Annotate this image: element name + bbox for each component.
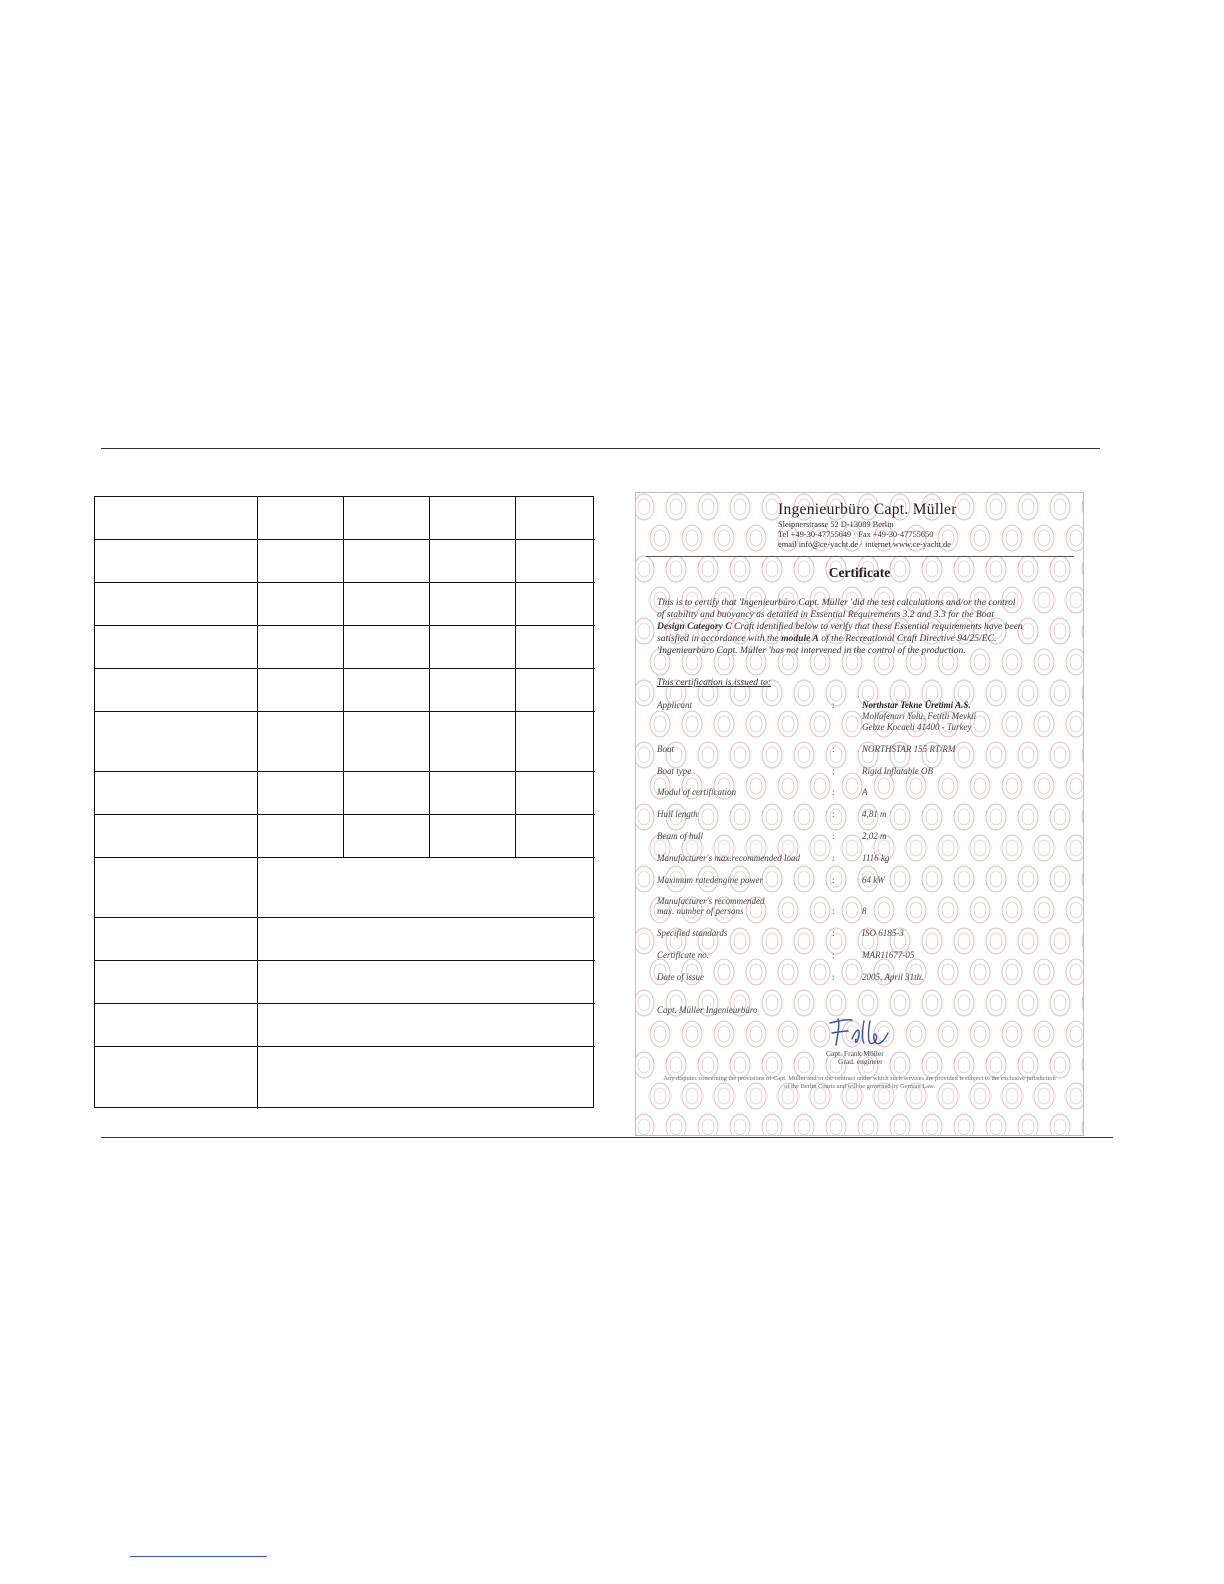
seal-mark [1082, 990, 1084, 1016]
seal-mark [986, 1114, 1006, 1136]
issued-to-heading: This certification is issued to: [657, 677, 772, 688]
seal-mark [1002, 835, 1022, 861]
jurisdiction-disclaimer-2: of the Berlin Courts and will be governed by German Law. [784, 1083, 935, 1090]
bottom-divider [101, 1137, 1113, 1138]
seal-mark [714, 959, 734, 985]
seal-mark [954, 804, 974, 830]
seal-mark [842, 835, 862, 861]
seal-mark [650, 1021, 670, 1047]
table-cell [258, 1004, 595, 1047]
seal-mark [890, 804, 910, 830]
applicant-city: Gebze Kocaeli 41400 - Turkey [862, 722, 972, 732]
seal-mark [1082, 742, 1084, 768]
seal-mark [890, 866, 910, 892]
seal-mark [1082, 680, 1084, 706]
seal-mark [1018, 928, 1038, 954]
power-label: Maximum ratedengine power [657, 875, 763, 885]
load-value: 1116 kg [862, 853, 890, 863]
table-cell [95, 1004, 258, 1047]
seal-mark [1034, 525, 1054, 551]
seal-mark [794, 742, 814, 768]
seal-mark [636, 494, 654, 520]
seal-mark [986, 804, 1006, 830]
seal-mark [1018, 742, 1038, 768]
seal-mark [842, 959, 862, 985]
colon: : [832, 787, 835, 797]
seal-mark [746, 959, 766, 985]
table-cell [344, 772, 430, 815]
table-cell [516, 497, 595, 540]
seal-mark [636, 680, 654, 706]
seal-mark [970, 897, 990, 923]
seal-mark [1082, 804, 1084, 830]
seal-mark [1066, 525, 1084, 551]
seal-mark [842, 711, 862, 737]
hull-length-value: 4,81 m [862, 809, 887, 819]
seal-mark [890, 1114, 910, 1136]
seal-mark [1082, 494, 1084, 520]
seal-mark [746, 1021, 766, 1047]
seal-mark [986, 742, 1006, 768]
seal-mark [1002, 711, 1022, 737]
table-cell [258, 540, 344, 583]
seal-mark [1050, 742, 1070, 768]
seal-mark [778, 959, 798, 985]
seal-mark [906, 773, 926, 799]
seal-mark [938, 835, 958, 861]
seal-mark [746, 525, 766, 551]
colon: : [832, 875, 835, 885]
standards-value: ISO 6185-3 [862, 928, 904, 938]
seal-mark [810, 773, 830, 799]
table-cell [95, 772, 258, 815]
seal-mark [922, 928, 942, 954]
table-cell [430, 815, 516, 858]
table-cell [95, 669, 258, 712]
seal-mark [938, 897, 958, 923]
seal-mark [826, 928, 846, 954]
seal-mark [954, 866, 974, 892]
signer-name: Capt. Frank Müller [826, 1049, 884, 1058]
seal-mark [954, 990, 974, 1016]
seal-mark [1082, 1114, 1084, 1136]
seal-mark [1066, 1021, 1084, 1047]
table-cell [516, 712, 595, 772]
seal-mark [636, 618, 654, 644]
seal-mark [794, 928, 814, 954]
seal-mark [762, 742, 782, 768]
boat-value: NORTHSTAR 155 RT/RM [862, 744, 956, 754]
table-cell [95, 583, 258, 626]
seal-mark [762, 866, 782, 892]
seal-mark [778, 773, 798, 799]
colon: : [832, 972, 835, 982]
seal-mark [636, 866, 654, 892]
table-cell [258, 497, 344, 540]
colon: : [832, 928, 835, 938]
seal-mark [826, 680, 846, 706]
seal-mark [1066, 835, 1084, 861]
seal-mark [666, 494, 686, 520]
seal-mark [826, 866, 846, 892]
seal-mark [794, 990, 814, 1016]
seal-mark [636, 928, 654, 954]
seal-mark [906, 1021, 926, 1047]
colon: : [832, 766, 835, 776]
table-cell [344, 669, 430, 712]
certificate-no-value: MAR11677-05 [862, 950, 915, 960]
seal-mark [922, 804, 942, 830]
certificate-body-line: 'Ingenieurbüro Capt. Müller 'has not intervened in the control of the production. [657, 645, 966, 656]
seal-mark [922, 990, 942, 1016]
seal-mark [714, 711, 734, 737]
seal-mark [970, 773, 990, 799]
seal-mark [778, 711, 798, 737]
seal-mark [810, 897, 830, 923]
seal-mark [1002, 525, 1022, 551]
seal-mark [1066, 711, 1084, 737]
seal-mark [970, 1021, 990, 1047]
boat-type-label: Boat type [657, 766, 692, 776]
persons-label: Manufacturer's recommended [657, 896, 765, 906]
seal-mark [986, 928, 1006, 954]
seal-mark [986, 680, 1006, 706]
seal-mark [794, 680, 814, 706]
seal-mark [1066, 587, 1084, 613]
seal-mark [1034, 773, 1054, 799]
table-cell [344, 540, 430, 583]
seal-mark [858, 1114, 878, 1136]
seal-mark [874, 897, 894, 923]
seal-mark [730, 742, 750, 768]
table-cell [95, 712, 258, 772]
seal-mark [698, 804, 718, 830]
seal-mark [1066, 959, 1084, 985]
table-cell [430, 772, 516, 815]
colon: : [832, 831, 835, 841]
seal-mark [1002, 773, 1022, 799]
signer-title: Grad. engineer [838, 1057, 883, 1066]
seal-mark [1050, 1114, 1070, 1136]
seal-mark [1066, 773, 1084, 799]
seal-mark [762, 804, 782, 830]
table-cell [344, 583, 430, 626]
empty-spec-table [94, 496, 594, 1108]
table-cell [258, 712, 344, 772]
standards-label: Specified standards [657, 928, 728, 938]
table-cell [516, 669, 595, 712]
seal-mark [1034, 835, 1054, 861]
table-cell [258, 583, 344, 626]
date-label: Date of issue [657, 972, 704, 982]
seal-mark [762, 1114, 782, 1136]
seal-mark [666, 1114, 686, 1136]
certificate-title: Certificate [828, 565, 891, 580]
signature-organization: Capt. Müller Ingenieurbüro [657, 1005, 758, 1015]
boat-label: Boat [657, 744, 674, 754]
handwritten-signature [826, 1015, 896, 1051]
seal-mark [1050, 866, 1070, 892]
seal-mark [1018, 866, 1038, 892]
seal-mark [1066, 649, 1084, 675]
seal-mark [1002, 897, 1022, 923]
seal-mark [746, 711, 766, 737]
seal-mark [938, 1021, 958, 1047]
seal-mark [970, 649, 990, 675]
seal-mark [794, 1114, 814, 1136]
seal-mark [698, 494, 718, 520]
seal-mark [1050, 680, 1070, 706]
seal-mark [746, 773, 766, 799]
seal-mark [714, 1021, 734, 1047]
seal-mark [906, 897, 926, 923]
top-divider [101, 448, 1100, 449]
seal-mark [730, 928, 750, 954]
seal-mark [986, 990, 1006, 1016]
seal-mark [1018, 680, 1038, 706]
seal-mark [1002, 1021, 1022, 1047]
table-cell [430, 712, 516, 772]
seal-mark [682, 1021, 702, 1047]
seal-mark [1050, 928, 1070, 954]
seal-mark [794, 804, 814, 830]
colon: : [832, 700, 835, 710]
seal-mark [874, 773, 894, 799]
table-cell [95, 918, 258, 961]
table-cell [95, 1047, 258, 1109]
table-cell [95, 815, 258, 858]
seal-mark [1002, 959, 1022, 985]
beam-value: 2,02 m [862, 831, 887, 841]
beam-label: Beam of hull [657, 831, 703, 841]
certificate-body-line: Design Category C Craft identified below to verify that these Essential requirements have been [657, 621, 1023, 632]
seal-mark [1082, 618, 1084, 644]
seal-mark [1034, 1021, 1054, 1047]
seal-mark [922, 1114, 942, 1136]
table-cell [344, 626, 430, 669]
table-cell [516, 583, 595, 626]
table-cell [258, 961, 595, 1004]
table-cell [516, 626, 595, 669]
seal-mark [730, 1114, 750, 1136]
table-cell [430, 497, 516, 540]
seal-mark [762, 928, 782, 954]
seal-mark [1018, 990, 1038, 1016]
module-value: A [862, 787, 868, 797]
seal-mark [650, 711, 670, 737]
seal-mark [1050, 804, 1070, 830]
seal-mark [762, 990, 782, 1016]
seal-mark [1034, 649, 1054, 675]
table-cell [430, 540, 516, 583]
seal-mark [970, 835, 990, 861]
seal-mark [826, 990, 846, 1016]
seal-mark [810, 959, 830, 985]
seal-mark [954, 742, 974, 768]
seal-mark [1018, 494, 1038, 520]
seal-mark [842, 897, 862, 923]
boat-type-value: Rigid Inflatable OB [862, 766, 933, 776]
seal-mark [986, 494, 1006, 520]
seal-mark [698, 742, 718, 768]
table-cell [516, 772, 595, 815]
seal-mark [810, 835, 830, 861]
power-value: 64 kW [862, 875, 885, 885]
table-cell [430, 669, 516, 712]
applicant-name: Northstar Tekne Üretimi A.S. [862, 700, 971, 710]
seal-mark [636, 804, 654, 830]
seal-mark [636, 990, 654, 1016]
table-cell [258, 669, 344, 712]
table-cell [95, 961, 258, 1004]
applicant-address: Mollafenari Yolu, Fetitli Mevkii [862, 711, 977, 721]
seal-mark [1066, 897, 1084, 923]
certificate-image [635, 492, 1084, 1136]
table-cell [258, 918, 595, 961]
table-cell [430, 626, 516, 669]
seal-mark [650, 525, 670, 551]
jurisdiction-disclaimer: Any disputes concerning the provisions of Capt. Müller and/or the contract under which such services are provided is subject to the exclusive jurisdiction [663, 1075, 1056, 1082]
seal-mark [778, 1021, 798, 1047]
seal-mark [1018, 804, 1038, 830]
seal-mark [938, 773, 958, 799]
table-cell [344, 497, 430, 540]
table-cell [258, 772, 344, 815]
load-label: Manufacturer's max.recommended load [657, 853, 800, 863]
seal-mark [794, 866, 814, 892]
seal-mark [826, 804, 846, 830]
seal-mark [826, 1114, 846, 1136]
module-reference: module A [781, 633, 819, 644]
seal-mark [778, 897, 798, 923]
seal-mark [1002, 649, 1022, 675]
table-cell [344, 815, 430, 858]
design-category: Design Category C [657, 621, 732, 632]
table-cell [258, 626, 344, 669]
seal-mark [954, 928, 974, 954]
colon: : [832, 906, 835, 916]
seal-mark [954, 1114, 974, 1136]
seal-mark [714, 525, 734, 551]
table-cell [516, 540, 595, 583]
table-cell [258, 858, 595, 918]
certificate-body-line: satisfied in accordance with the module A of the Recreational Craft Directive 94/25/EC. [657, 633, 997, 644]
certificate-phone: Tel +49-30-47755649 · Fax +49-30-47755650 [778, 530, 934, 539]
table-cell [516, 815, 595, 858]
seal-mark [970, 959, 990, 985]
seal-mark [826, 742, 846, 768]
seal-mark [858, 990, 878, 1016]
seal-mark [842, 773, 862, 799]
seal-mark [698, 1114, 718, 1136]
colon: : [832, 809, 835, 819]
module-label: Modul of certification [657, 787, 736, 797]
persons-value: 8 [862, 906, 867, 916]
table-cell [95, 858, 258, 918]
seal-mark [1082, 866, 1084, 892]
seal-mark [954, 494, 974, 520]
seal-mark [730, 494, 750, 520]
footer-link-underline[interactable] [130, 1556, 267, 1557]
seal-mark [1050, 990, 1070, 1016]
seal-mark [1034, 587, 1054, 613]
colon: : [832, 744, 835, 754]
table-cell [95, 540, 258, 583]
seal-mark [682, 525, 702, 551]
colon: : [832, 950, 835, 960]
certificate-body-line: This is to certify that 'Ingenieurbüro Capt. Müller 'did the test calculations and/or the control [657, 597, 1016, 608]
seal-mark [636, 742, 654, 768]
date-value: 2005, April 31th. [862, 972, 924, 982]
seal-mark [970, 525, 990, 551]
seal-mark [890, 990, 910, 1016]
seal-mark [986, 866, 1006, 892]
table-cell [258, 1047, 595, 1109]
table-cell [258, 815, 344, 858]
seal-mark [938, 959, 958, 985]
seal-mark [1034, 897, 1054, 923]
table-cell [430, 583, 516, 626]
seal-mark [1082, 928, 1084, 954]
certificate-body-line: of stability and buoyancy as detailed in Essential Requirements 3.2 and 3.3 for the Boat [657, 609, 994, 620]
seal-mark [1034, 959, 1054, 985]
seal-mark [922, 866, 942, 892]
certificate-address: Sleipnerstrasse 52 D-13089 Berlin [778, 520, 894, 529]
certificate-header-rule [646, 556, 1074, 557]
seal-mark [810, 711, 830, 737]
table-cell [344, 712, 430, 772]
seal-mark [1050, 618, 1070, 644]
applicant-label: Applicant [657, 700, 692, 710]
seal-mark [906, 835, 926, 861]
seal-mark [1018, 1114, 1038, 1136]
seal-mark [636, 1114, 654, 1136]
seal-mark [730, 804, 750, 830]
colon: : [832, 853, 835, 863]
persons-label-2: max. number of persons [657, 906, 744, 916]
seal-mark [1034, 711, 1054, 737]
seal-mark [682, 711, 702, 737]
table-cell [95, 497, 258, 540]
certificate-contact: email info@ce-yacht.de · internet www.ce-yacht.de [778, 540, 951, 549]
certificate-no-label: Certificate no. [657, 950, 709, 960]
certificate-organization: Ingenieurbüro Capt. Müller [778, 501, 957, 518]
hull-length-label: Hull length [657, 809, 698, 819]
seal-mark [1050, 494, 1070, 520]
table-cell [95, 626, 258, 669]
